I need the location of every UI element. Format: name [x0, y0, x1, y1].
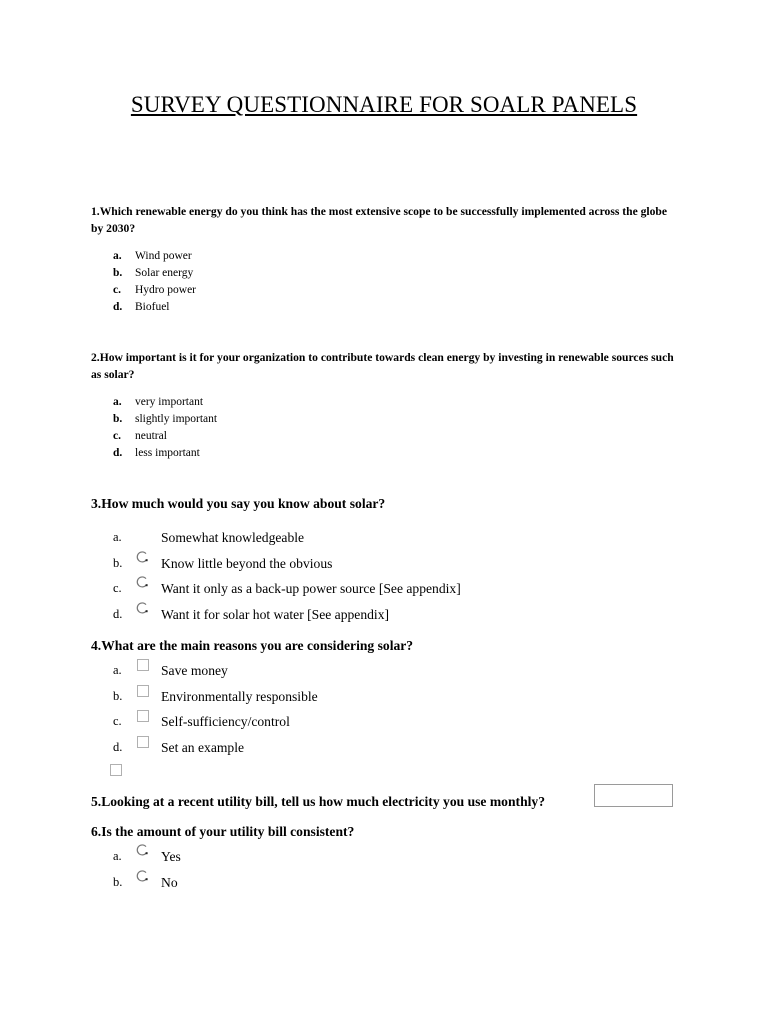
question-1-options [113, 250, 413, 318]
radio-button-icon[interactable] [135, 550, 149, 564]
option-letter: c. [113, 430, 121, 442]
radio-button-icon[interactable] [135, 601, 149, 615]
question-4-options [113, 657, 613, 760]
option-text: very important [135, 396, 204, 408]
option-2b [113, 413, 413, 430]
option-2a [113, 396, 413, 413]
option-text: Hydro power [135, 284, 196, 296]
document-title: SURVEY QUESTIONNAIRE FOR SOALR PANELS [130, 92, 638, 117]
option-text: Environmentally responsible [161, 688, 318, 704]
option-2d [113, 447, 413, 464]
option-text: Somewhat knowledgeable [161, 530, 305, 545]
option-text: Set an example [161, 740, 245, 756]
question-4: 4.What are the main reasons you are considering solar? [91, 638, 414, 653]
option-letter: a. [113, 250, 122, 262]
option-letter: a. [113, 530, 122, 544]
question-3: 3.How much would you say you know about solar? [91, 496, 386, 511]
option-letter: b. [113, 874, 123, 889]
radio-button-icon[interactable] [135, 575, 149, 589]
option-letter: d. [113, 607, 123, 622]
option-text: Solar energy [135, 267, 194, 279]
option-text: less important [135, 447, 200, 459]
option-text: No [161, 874, 178, 890]
option-4c[interactable] [113, 708, 613, 734]
question-6-options [113, 843, 613, 894]
option-3c[interactable] [113, 575, 613, 601]
option-6a[interactable] [113, 843, 613, 869]
option-letter: c. [113, 581, 122, 596]
option-letter: b. [113, 688, 123, 703]
option-3b[interactable] [113, 550, 613, 576]
question-2: 2.How important is it for your organization to contribute towards clean energy by investing in renewable sources such as solar? [91, 351, 674, 381]
option-6b[interactable] [113, 869, 613, 895]
option-1d [113, 301, 413, 318]
option-3a[interactable] [113, 524, 613, 550]
radio-button-icon[interactable] [135, 843, 149, 857]
checkbox-icon[interactable] [137, 659, 149, 671]
question-6: 6.Is the amount of your utility bill consistent? [91, 824, 355, 839]
monthly-electricity-input[interactable] [594, 784, 673, 807]
option-1a [113, 250, 413, 267]
radio-button-icon[interactable] [135, 869, 149, 883]
option-1b [113, 267, 413, 284]
option-text: Save money [161, 663, 228, 678]
option-text: Self-sufficiency/control [161, 714, 290, 730]
option-text: Know little beyond the obvious [161, 555, 333, 571]
option-2c [113, 430, 413, 447]
option-4b[interactable] [113, 683, 613, 709]
option-4a[interactable] [113, 657, 613, 683]
option-text: Yes [161, 849, 181, 864]
option-letter: b. [113, 413, 123, 425]
option-letter: a. [113, 663, 122, 677]
question-5: 5.Looking at a recent utility bill, tell us how much electricity you use monthly? [91, 794, 545, 809]
option-letter: c. [113, 714, 122, 729]
option-text: Biofuel [135, 301, 170, 313]
option-letter: d. [113, 740, 123, 755]
question-3-options [113, 524, 613, 627]
option-letter: b. [113, 555, 123, 570]
option-text: slightly important [135, 413, 218, 425]
option-letter: a. [113, 396, 122, 408]
option-text: Want it for solar hot water [See appendix] [161, 607, 390, 623]
question-2-options [113, 396, 413, 464]
option-letter: b. [113, 267, 123, 279]
option-text: Want it only as a back-up power source [See appendix] [161, 581, 461, 597]
checkbox-icon[interactable] [137, 685, 149, 697]
option-text: neutral [135, 430, 167, 442]
option-text: Wind power [135, 250, 192, 262]
option-letter: d. [113, 301, 123, 313]
question-1: 1.Which renewable energy do you think has the most extensive scope to be successfully implemented across the globe by 2030? [91, 205, 668, 235]
option-letter: a. [113, 849, 122, 863]
checkbox-icon[interactable] [137, 736, 149, 748]
checkbox-icon[interactable] [137, 710, 149, 722]
option-letter: c. [113, 284, 121, 296]
option-1c [113, 284, 413, 301]
option-3d[interactable] [113, 601, 613, 627]
option-letter: d. [113, 447, 123, 459]
option-4d[interactable] [113, 734, 613, 760]
extra-checkbox-icon[interactable] [110, 764, 122, 776]
